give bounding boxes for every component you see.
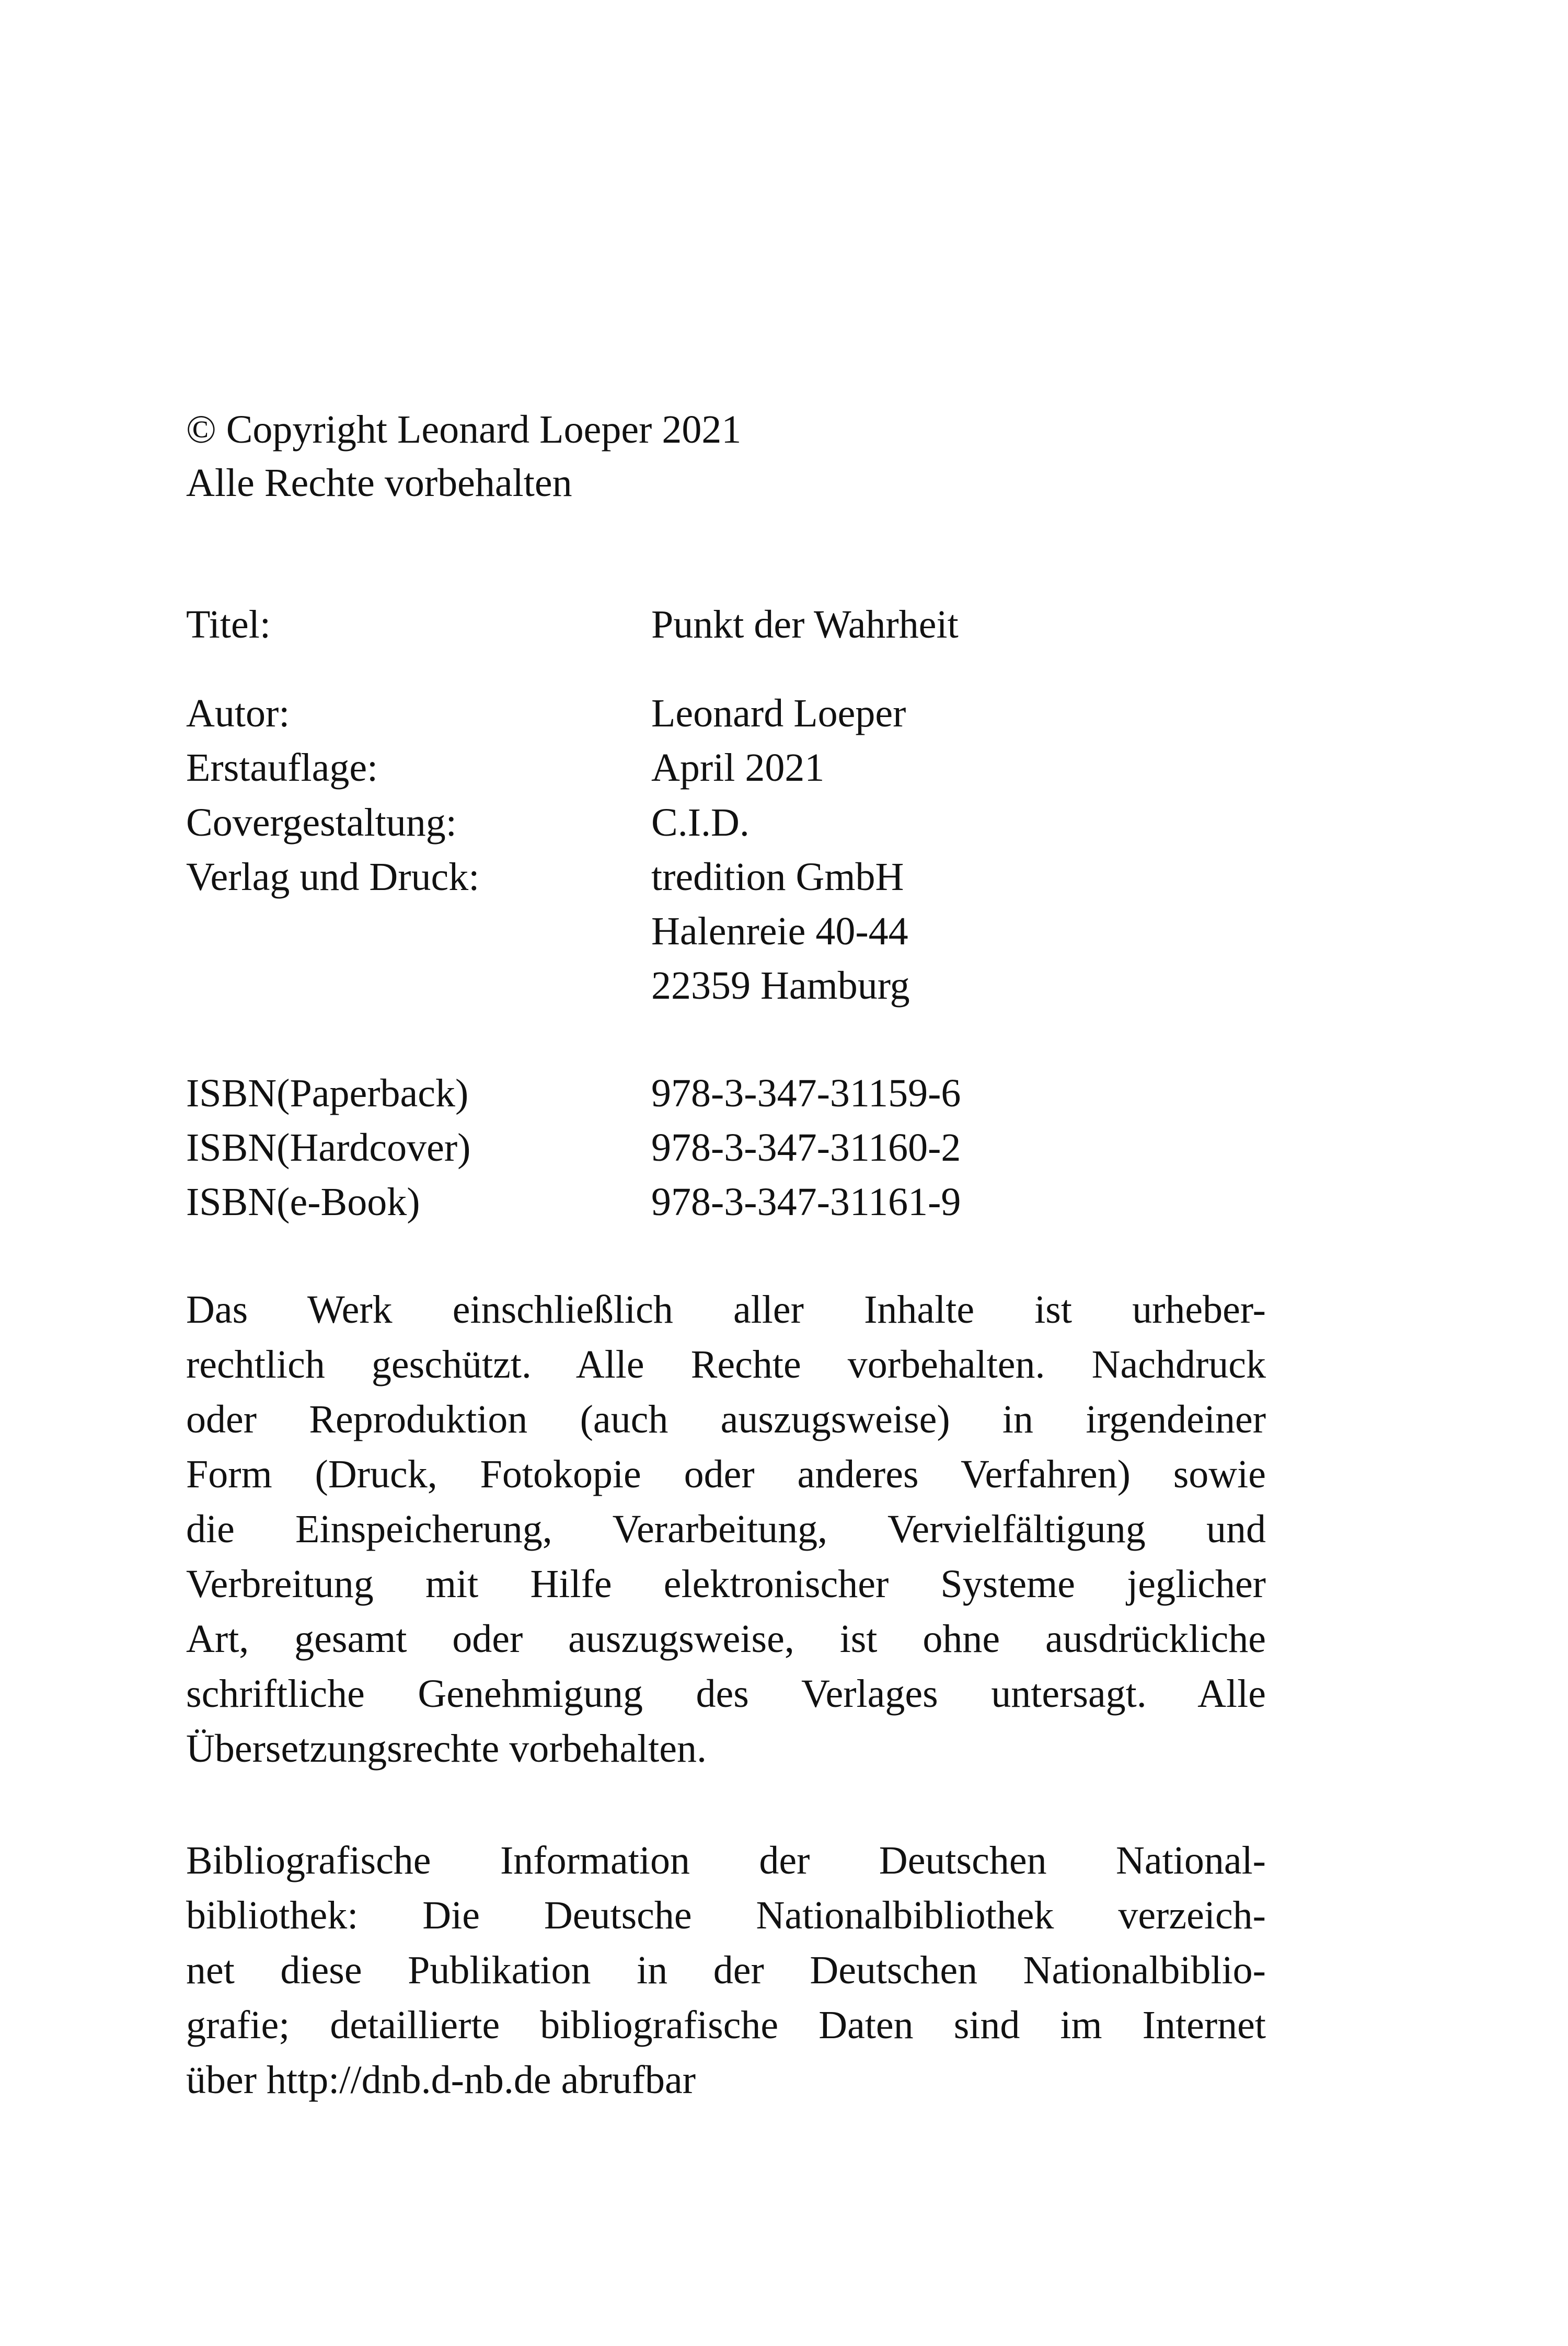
rights-line: Art, gesamt oder auszugsweise, ist ohne ausdrückliche [186, 1617, 1266, 1661]
dnb-line: net diese Publikation in der Deutschen Nationalbiblio- [186, 1948, 1266, 1992]
cover-value: C.I.D. [651, 801, 750, 845]
rights-line: Verbreitung mit Hilfe elektronischer Systeme jeglicher [186, 1562, 1266, 1606]
dnb-line: grafie; detaillierte bibliografische Daten sind im Internet [186, 2003, 1266, 2047]
dnb-line: bibliothek: Die Deutsche Nationalbibliothek verzeich- [186, 1893, 1266, 1937]
rights-paragraph [186, 1282, 1266, 1776]
publisher-city: 22359 Hamburg [651, 964, 910, 1008]
rights-reserved: Alle Rechte vorbehalten [186, 461, 572, 505]
isbn-hardcover-value: 978-3-347-31160-2 [651, 1126, 961, 1170]
dnb-line: Bibliografische Information der Deutschen National- [186, 1839, 1266, 1882]
publisher-name: tredition GmbH [651, 855, 904, 899]
dnb-line: über http://dnb.d-nb.de abrufbar [186, 2058, 696, 2102]
isbn-paperback-label: ISBN(Paperback) [186, 1071, 469, 1115]
title-value: Punkt der Wahrheit [651, 603, 959, 646]
isbn-ebook-label: ISBN(e-Book) [186, 1180, 420, 1224]
isbn-paperback-value: 978-3-347-31159-6 [651, 1071, 961, 1115]
isbn-ebook-value: 978-3-347-31161-9 [651, 1180, 961, 1224]
publisher-street: Halenreie 40-44 [651, 909, 908, 953]
isbn-hardcover-label: ISBN(Hardcover) [186, 1126, 471, 1170]
publisher-label: Verlag und Druck: [186, 855, 480, 899]
rights-line: oder Reproduktion (auch auszugsweise) in irgendeiner [186, 1397, 1266, 1441]
rights-line: Übersetzungsrechte vorbehalten. [186, 1727, 707, 1771]
rights-line: Das Werk einschließlich aller Inhalte ist urheber- [186, 1288, 1266, 1332]
title-label: Titel: [186, 603, 271, 646]
rights-line: Form (Druck, Fotokopie oder anderes Verfahren) sowie [186, 1452, 1266, 1496]
dnb-paragraph [186, 1833, 1266, 2108]
rights-line: die Einspeicherung, Verarbeitung, Vervielfältigung und [186, 1507, 1266, 1551]
edition-value: April 2021 [651, 746, 825, 790]
cover-label: Covergestaltung: [186, 801, 457, 845]
edition-label: Erstauflage: [186, 746, 378, 790]
author-value: Leonard Loeper [651, 691, 906, 735]
rights-line: rechtlich geschützt. Alle Rechte vorbehalten. Nachdruck [186, 1343, 1266, 1386]
author-label: Autor: [186, 691, 290, 735]
copyright-notice: © Copyright Leonard Loeper 2021 [186, 408, 742, 452]
rights-line: schriftliche Genehmigung des Verlages untersagt. Alle [186, 1672, 1266, 1716]
